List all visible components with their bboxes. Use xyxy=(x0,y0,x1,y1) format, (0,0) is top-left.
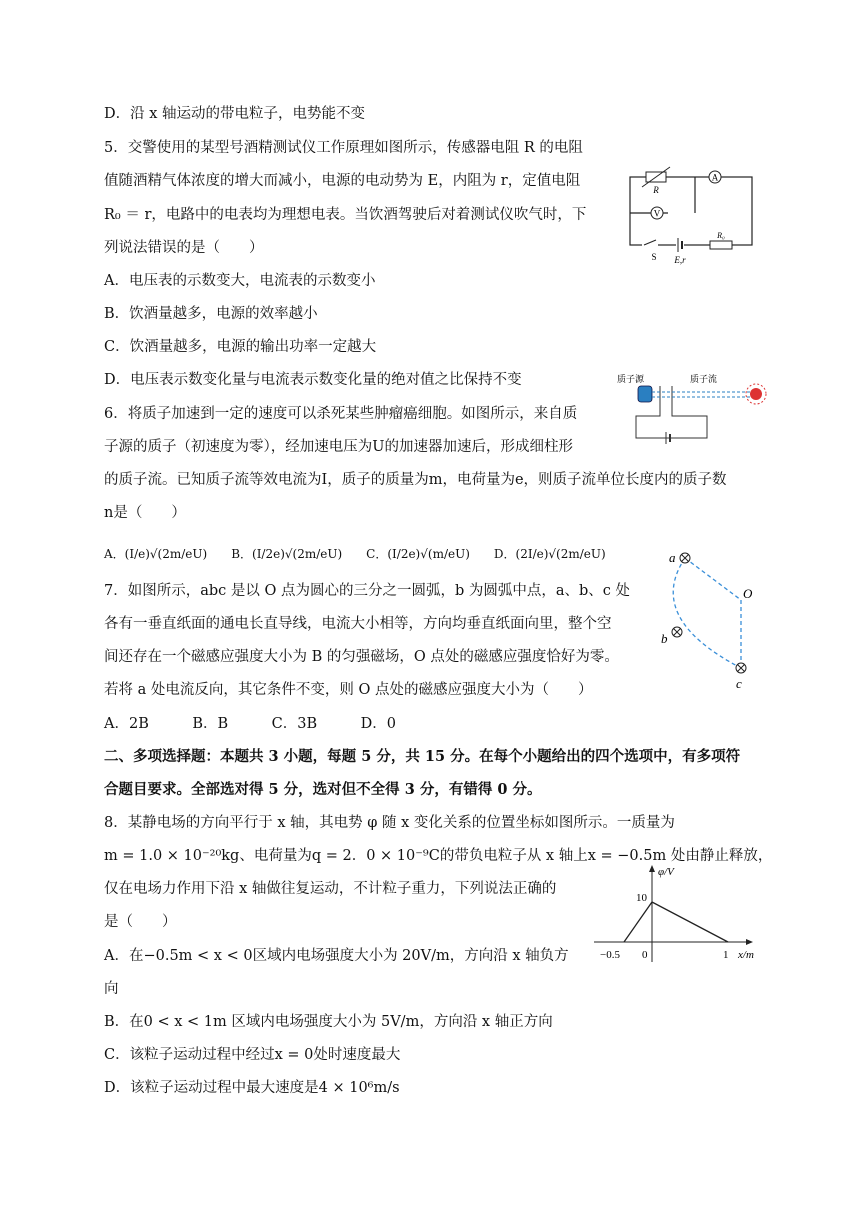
text-line: D．沿 x 轴运动的带电粒子，电势能不变 xyxy=(104,106,366,122)
x-arrow xyxy=(746,939,753,945)
text-line: 仅在电场力作用下沿 x 轴做往复运动，不计粒子重力，下列说法正确的 xyxy=(104,881,557,897)
text-line: 向 xyxy=(104,981,119,997)
text-line: 8．某静电场的方向平行于 x 轴，其电势 φ 随 x 变化关系的位置坐标如图所示。一质量为 xyxy=(104,815,675,831)
text-line: A．在−0.5m < x < 0区域内电场强度大小为 20V/m，方向沿 x 轴负方 xyxy=(104,948,569,964)
section-heading: 二、多项选择题：本题共 3 小题，每题 5 分，共 15 分。在每个小题给出的四个选项中，有多项符 xyxy=(104,748,741,765)
proton-accelerator-diagram xyxy=(612,370,784,450)
text-line: C．饮酒量越多，电源的输出功率一定越大 xyxy=(104,339,377,355)
text-line: C．该粒子运动过程中经过x = 0处时速度最大 xyxy=(104,1047,401,1063)
text-line: B．在0 < x < 1m 区域内电场强度大小为 5V/m，方向沿 x 轴正方向 xyxy=(104,1014,553,1030)
label-er: E,r xyxy=(674,255,686,265)
potential-graph xyxy=(590,862,768,970)
text-line: 子源的质子（初速度为零），经加速电压为U的加速器加速后，形成细柱形 xyxy=(104,439,573,455)
arc-wires-diagram xyxy=(655,548,765,693)
section-heading: 合题目要求。全部选对得 5 分，选对但不全得 3 分，有错得 0 分。 xyxy=(104,781,542,798)
ylabel: φ/V xyxy=(658,866,674,878)
text-line: A．2B B．B C．3B D．0 xyxy=(104,716,396,732)
y-arrow xyxy=(649,865,655,872)
text-line: R₀ ＝ r，电路中的电表均为理想电表。当饮酒驾驶后对着测试仪吹气时，下 xyxy=(104,207,587,223)
text-line: 各有一垂直纸面的通电长直导线，电流大小相等，方向均垂直纸面向里，整个空 xyxy=(104,616,612,632)
label-o: O xyxy=(743,586,753,601)
circuit-diagram xyxy=(620,165,760,265)
label-ammeter: A xyxy=(711,172,719,183)
label-a: a xyxy=(669,550,676,565)
tick-1: 1 xyxy=(723,949,729,961)
text-line: 7．如图所示，abc 是以 O 点为圆心的三分之一圆弧，b 为圆弧中点，a、b、c 处 xyxy=(104,583,631,599)
radius-oa xyxy=(685,558,741,600)
text-line: D．电压表示数变化量与电流表示数变化量的绝对值之比保持不变 xyxy=(104,372,522,388)
proton-source xyxy=(638,386,652,402)
text-line: A．电压表的示数变大，电流表的示数变小 xyxy=(104,273,376,289)
label-c: c xyxy=(736,676,742,691)
label-r: R xyxy=(653,185,659,195)
label-proton-source: 质子源 xyxy=(617,374,645,384)
label-proton-stream: 质子流 xyxy=(690,374,718,384)
text-line: 间还存在一个磁感应强度大小为 B 的匀强磁场，O 点处的磁感应强度恰好为零。 xyxy=(104,649,619,665)
text-line: 5．交警使用的某型号酒精测试仪工作原理如图所示，传感器电阻 R 的电阻 xyxy=(104,140,583,156)
tick-0: 0 xyxy=(642,949,648,961)
text-line: 6．将质子加速到一定的速度可以杀死某些肿瘤癌细胞。如图所示，来自质 xyxy=(104,406,578,422)
xlabel: x/m xyxy=(738,949,754,961)
text-line: 是（ ） xyxy=(104,914,177,930)
label-s: S xyxy=(651,252,657,262)
arc-abc xyxy=(673,558,741,668)
tick-10: 10 xyxy=(636,892,647,904)
label-r0: R₀ xyxy=(717,231,725,240)
answer-options: A．(I/e)√(2m/eU) B．(I/2e)√(2m/eU) C．(I/2e)√(m/eU) D．(2I/e)√(2m/eU) xyxy=(104,547,606,561)
tick-neg: −0.5 xyxy=(600,949,620,961)
label-b: b xyxy=(661,631,668,646)
text-line: m = 1.0 × 10⁻²⁰kg、电荷量为q = 2．0 × 10⁻⁹C的带负电粒子从 x 轴上x = −0.5m 处由静止释放， xyxy=(104,848,773,864)
potential-line xyxy=(624,902,728,942)
text-line: B．饮酒量越多，电源的效率越小 xyxy=(104,306,318,322)
text-line: 若将 a 处电流反向，其它条件不变，则 O 点处的磁感应强度大小为（ ） xyxy=(104,682,593,698)
fixed-resistor xyxy=(710,241,732,249)
text-line: 值随酒精气体浓度的增大而减小，电源的电动势为 E，内阻为 r，定值电阻 xyxy=(104,173,581,189)
tumor-cell xyxy=(750,388,762,400)
text-line: D．该粒子运动过程中最大速度是4 × 10⁶m/s xyxy=(104,1080,400,1096)
text-line: 列说法错误的是（ ） xyxy=(104,240,264,256)
text-line: 的质子流。已知质子流等效电流为I，质子的质量为m，电荷量为e，则质子流单位长度内的质子数 xyxy=(104,472,727,488)
text-line: n是（ ） xyxy=(104,505,186,521)
label-voltmeter: V xyxy=(653,208,661,219)
